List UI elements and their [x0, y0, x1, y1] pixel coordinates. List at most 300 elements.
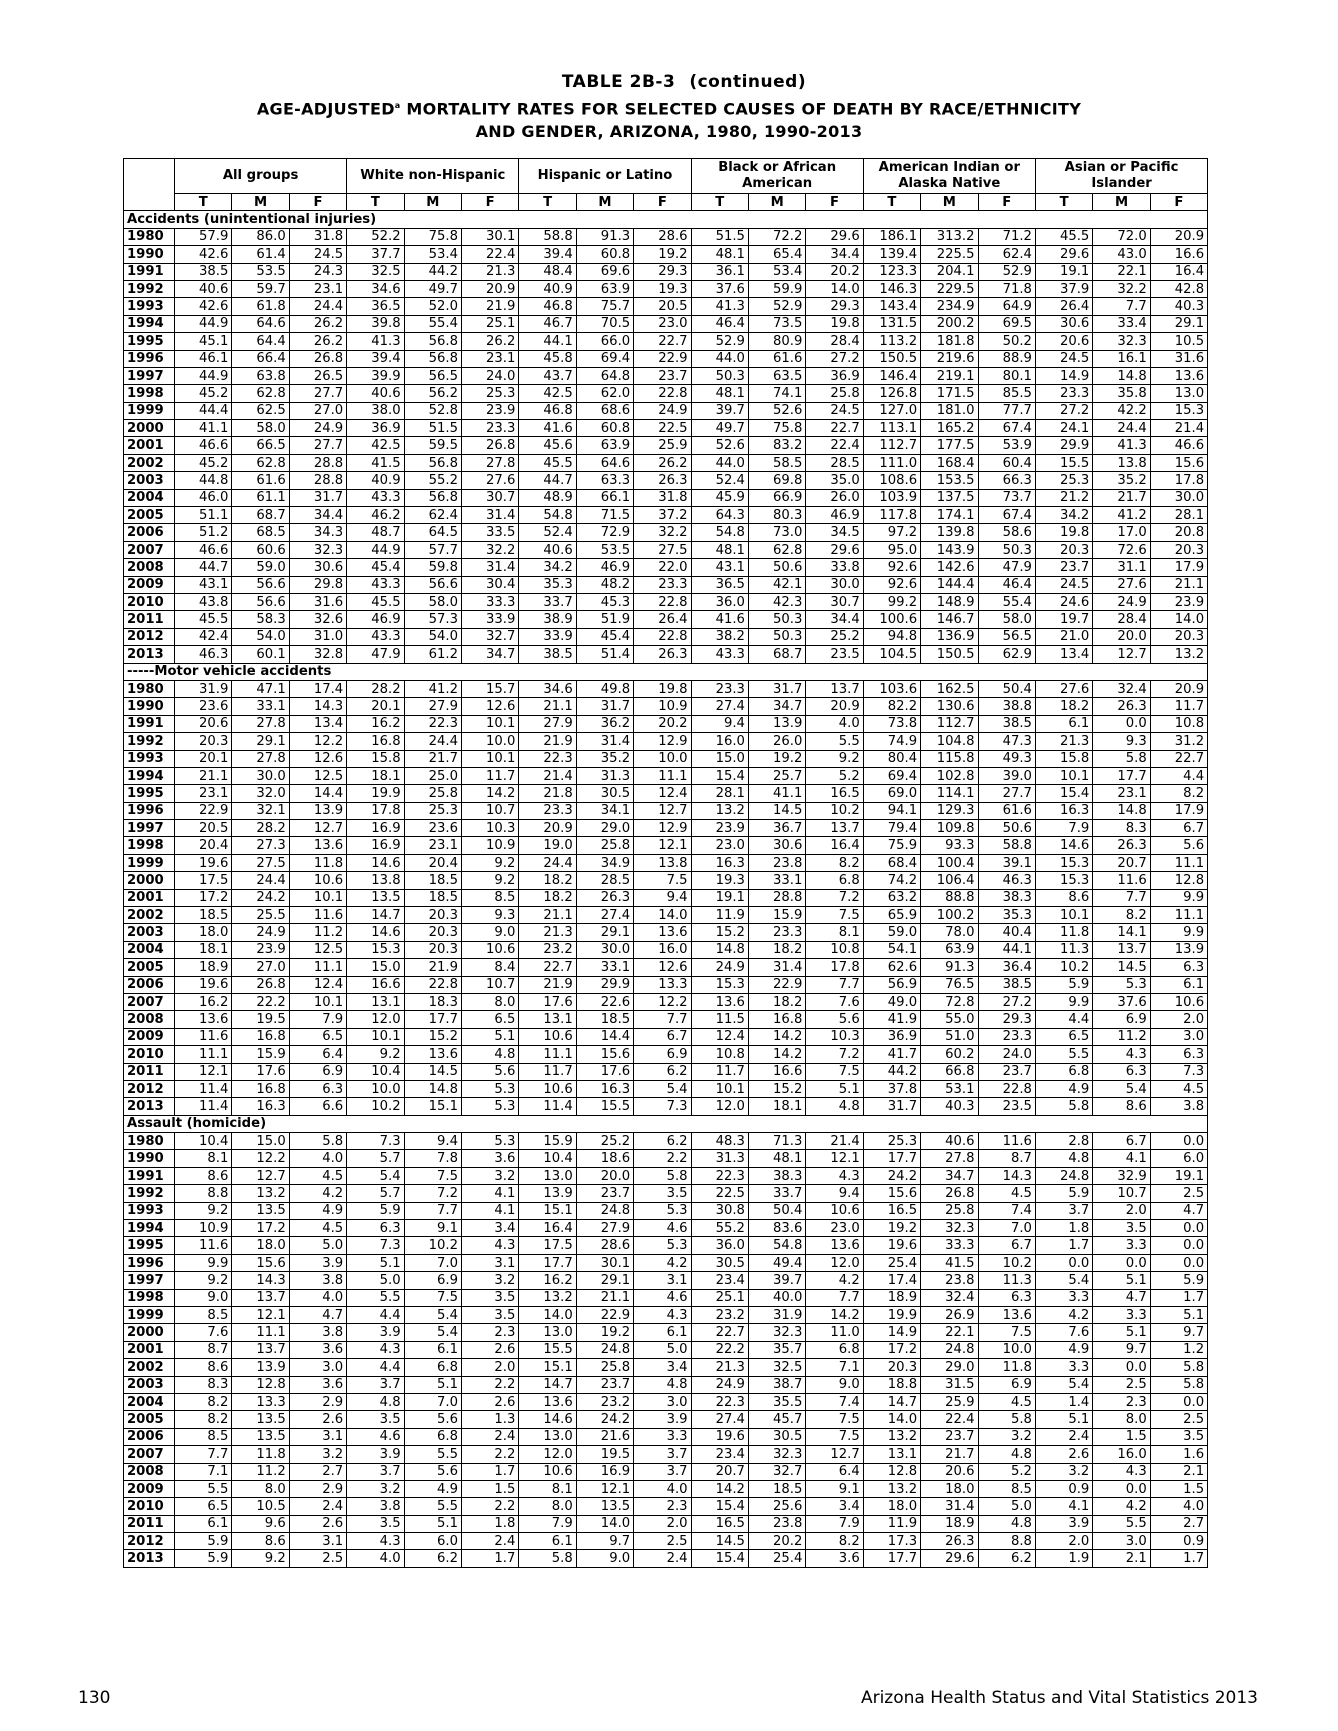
year-cell: 1993	[124, 750, 175, 767]
rate-cell: 59.5	[404, 437, 461, 454]
subheader-cell: M	[404, 194, 461, 211]
rate-cell: 55.0	[921, 1011, 978, 1028]
rate-cell: 54.8	[748, 1237, 805, 1254]
rate-cell: 29.0	[576, 820, 633, 837]
rate-cell: 27.4	[691, 1411, 748, 1428]
rate-cell: 4.4	[1150, 767, 1207, 784]
rate-cell: 26.3	[634, 646, 691, 663]
rate-cell: 4.5	[289, 1220, 346, 1237]
table-row	[124, 454, 1208, 471]
rate-cell: 5.1	[1093, 1272, 1150, 1289]
rate-cell: 33.1	[748, 872, 805, 889]
rate-cell: 32.7	[461, 628, 518, 645]
rate-cell: 5.9	[1035, 976, 1092, 993]
rate-cell: 38.0	[347, 402, 404, 419]
rate-cell: 45.6	[519, 437, 576, 454]
rate-cell: 17.7	[404, 1011, 461, 1028]
rate-cell: 49.7	[691, 420, 748, 437]
rate-cell: 7.5	[634, 872, 691, 889]
rate-cell: 150.5	[863, 350, 920, 367]
rate-cell: 15.6	[232, 1254, 289, 1271]
rate-cell: 8.2	[806, 1533, 863, 1550]
year-cell: 1991	[124, 1167, 175, 1184]
rate-cell: 27.0	[289, 402, 346, 419]
rate-cell: 16.6	[1150, 246, 1207, 263]
rate-cell: 5.4	[404, 1324, 461, 1341]
rate-cell: 14.2	[691, 1480, 748, 1497]
rate-cell: 36.0	[691, 1237, 748, 1254]
rate-cell: 43.0	[1093, 246, 1150, 263]
rate-cell: 204.1	[921, 263, 978, 280]
rate-cell: 31.5	[921, 1376, 978, 1393]
rate-cell: 8.8	[175, 1185, 232, 1202]
rate-cell: 13.1	[519, 1011, 576, 1028]
rate-cell: 26.8	[232, 976, 289, 993]
rate-cell: 72.6	[1093, 541, 1150, 558]
rate-cell: 14.9	[863, 1324, 920, 1341]
rate-cell: 14.0	[863, 1411, 920, 1428]
rate-cell: 42.3	[748, 593, 805, 610]
rate-cell: 10.2	[404, 1237, 461, 1254]
rate-cell: 30.5	[576, 785, 633, 802]
rate-cell: 52.8	[404, 402, 461, 419]
rate-cell: 14.6	[1035, 837, 1092, 854]
rate-cell: 3.2	[461, 1167, 518, 1184]
rate-cell: 64.9	[978, 298, 1035, 315]
year-cell: 1993	[124, 1202, 175, 1219]
rate-cell: 10.2	[806, 802, 863, 819]
rate-cell: 7.3	[347, 1133, 404, 1150]
rate-cell: 12.7	[1093, 646, 1150, 663]
rate-cell: 11.3	[1035, 941, 1092, 958]
rate-cell: 2.0	[1150, 1011, 1207, 1028]
rate-cell: 36.5	[691, 576, 748, 593]
rate-cell: 66.0	[576, 333, 633, 350]
rate-cell: 23.8	[921, 1272, 978, 1289]
rate-cell: 31.7	[289, 489, 346, 506]
rate-cell: 25.6	[748, 1498, 805, 1515]
rate-cell: 36.5	[347, 298, 404, 315]
rate-cell: 10.1	[691, 1080, 748, 1097]
rate-cell: 24.0	[461, 367, 518, 384]
rate-cell: 5.0	[347, 1272, 404, 1289]
rate-cell: 5.5	[404, 1446, 461, 1463]
rate-cell: 26.8	[461, 437, 518, 454]
rate-cell: 229.5	[921, 280, 978, 297]
rate-cell: 181.8	[921, 333, 978, 350]
rate-cell: 9.1	[806, 1480, 863, 1497]
year-cell: 1991	[124, 715, 175, 732]
rate-cell: 68.5	[232, 524, 289, 541]
rate-cell: 32.7	[748, 1463, 805, 1480]
rate-cell: 12.7	[232, 1167, 289, 1184]
table-row	[124, 1080, 1208, 1097]
rate-cell: 44.1	[978, 941, 1035, 958]
rate-cell: 15.4	[691, 1550, 748, 1567]
rate-cell: 5.3	[461, 1098, 518, 1115]
rate-cell: 17.8	[806, 959, 863, 976]
rate-cell: 41.2	[1093, 507, 1150, 524]
rate-cell: 4.0	[634, 1480, 691, 1497]
rate-cell: 11.1	[634, 767, 691, 784]
rate-cell: 27.9	[404, 698, 461, 715]
rate-cell: 5.1	[1093, 1324, 1150, 1341]
rate-cell: 6.3	[289, 1080, 346, 1097]
rate-cell: 31.7	[863, 1098, 920, 1115]
rate-cell: 23.9	[232, 941, 289, 958]
rate-cell: 3.2	[1035, 1463, 1092, 1480]
year-cell: 1998	[124, 837, 175, 854]
rate-cell: 19.6	[175, 854, 232, 871]
rate-cell: 48.1	[748, 1150, 805, 1167]
rate-cell: 0.9	[1150, 1533, 1207, 1550]
rate-cell: 9.3	[1093, 733, 1150, 750]
section-header-row	[124, 663, 1208, 680]
rate-cell: 30.4	[461, 576, 518, 593]
rate-cell: 17.5	[519, 1237, 576, 1254]
rate-cell: 69.4	[576, 350, 633, 367]
rate-cell: 5.7	[347, 1150, 404, 1167]
rate-cell: 7.7	[1093, 889, 1150, 906]
rate-cell: 9.2	[175, 1272, 232, 1289]
rate-cell: 38.3	[978, 889, 1035, 906]
rate-cell: 20.7	[1093, 854, 1150, 871]
rate-cell: 33.1	[232, 698, 289, 715]
rate-cell: 13.1	[347, 993, 404, 1010]
rate-cell: 4.8	[978, 1446, 1035, 1463]
rate-cell: 15.2	[691, 924, 748, 941]
rate-cell: 40.3	[921, 1098, 978, 1115]
table-row	[124, 1202, 1208, 1219]
rate-cell: 200.2	[921, 315, 978, 332]
rate-cell: 94.8	[863, 628, 920, 645]
rate-cell: 48.7	[347, 524, 404, 541]
rate-cell: 35.2	[1093, 472, 1150, 489]
table-row	[124, 1063, 1208, 1080]
rate-cell: 4.2	[289, 1185, 346, 1202]
rate-cell: 7.3	[1150, 1063, 1207, 1080]
rate-cell: 32.3	[289, 541, 346, 558]
table-row	[124, 489, 1208, 506]
rate-cell: 42.5	[519, 385, 576, 402]
table-row	[124, 541, 1208, 558]
rate-cell: 8.4	[461, 959, 518, 976]
rate-cell: 27.6	[1093, 576, 1150, 593]
year-cell: 2010	[124, 1046, 175, 1063]
rate-cell: 11.6	[175, 1237, 232, 1254]
rate-cell: 28.2	[232, 820, 289, 837]
rate-cell: 33.5	[461, 524, 518, 541]
rate-cell: 18.5	[748, 1480, 805, 1497]
rate-cell: 4.0	[289, 1150, 346, 1167]
rate-cell: 143.4	[863, 298, 920, 315]
rate-cell: 6.9	[978, 1376, 1035, 1393]
table-row	[124, 767, 1208, 784]
rate-cell: 20.7	[691, 1463, 748, 1480]
rate-cell: 44.9	[175, 315, 232, 332]
rate-cell: 40.9	[519, 280, 576, 297]
rate-cell: 54.8	[519, 507, 576, 524]
rate-cell: 33.4	[1093, 315, 1150, 332]
rate-cell: 48.9	[519, 489, 576, 506]
rate-cell: 4.3	[347, 1341, 404, 1358]
rate-cell: 43.3	[347, 628, 404, 645]
table-row	[124, 1046, 1208, 1063]
rate-cell: 19.7	[1035, 611, 1092, 628]
rate-cell: 4.9	[1035, 1341, 1092, 1358]
rate-cell: 13.6	[1150, 367, 1207, 384]
rate-cell: 5.8	[289, 1133, 346, 1150]
rate-cell: 18.2	[519, 889, 576, 906]
rate-cell: 13.6	[404, 1046, 461, 1063]
rate-cell: 7.5	[404, 1289, 461, 1306]
rate-cell: 85.5	[978, 385, 1035, 402]
rate-cell: 59.9	[748, 280, 805, 297]
rate-cell: 1.5	[1093, 1428, 1150, 1445]
year-cell: 2005	[124, 507, 175, 524]
rate-cell: 44.2	[404, 263, 461, 280]
rate-cell: 10.1	[1035, 907, 1092, 924]
rate-cell: 51.9	[576, 611, 633, 628]
rate-cell: 9.9	[1150, 924, 1207, 941]
rate-cell: 1.7	[461, 1550, 518, 1567]
rate-cell: 21.1	[576, 1289, 633, 1306]
rate-cell: 44.2	[863, 1063, 920, 1080]
table-title-line2	[0, 94, 1338, 120]
rate-cell: 3.0	[1093, 1533, 1150, 1550]
rate-cell: 45.5	[175, 611, 232, 628]
rate-cell: 4.5	[1150, 1080, 1207, 1097]
rate-cell: 38.9	[519, 611, 576, 628]
rate-cell: 6.2	[634, 1133, 691, 1150]
rate-cell: 24.8	[576, 1341, 633, 1358]
rate-cell: 4.2	[806, 1272, 863, 1289]
group-header: All groups	[175, 159, 347, 194]
rate-cell: 2.3	[461, 1324, 518, 1341]
rate-cell: 5.4	[404, 1307, 461, 1324]
year-cell: 1990	[124, 698, 175, 715]
table-row	[124, 576, 1208, 593]
rate-cell: 3.2	[289, 1446, 346, 1463]
rate-cell: 10.1	[1035, 767, 1092, 784]
table-row	[124, 733, 1208, 750]
rate-cell: 58.0	[978, 611, 1035, 628]
rate-cell: 18.6	[576, 1150, 633, 1167]
rate-cell: 35.2	[576, 750, 633, 767]
rate-cell: 12.1	[634, 837, 691, 854]
rate-cell: 2.6	[1035, 1446, 1092, 1463]
rate-cell: 75.9	[863, 837, 920, 854]
rate-cell: 35.3	[519, 576, 576, 593]
rate-cell: 23.3	[461, 420, 518, 437]
rate-cell: 73.5	[748, 315, 805, 332]
rate-cell: 32.2	[634, 524, 691, 541]
rate-cell: 56.8	[404, 333, 461, 350]
rate-cell: 56.5	[404, 367, 461, 384]
rate-cell: 6.4	[289, 1046, 346, 1063]
rate-cell: 49.0	[863, 993, 920, 1010]
rate-cell: 109.8	[921, 820, 978, 837]
rate-cell: 19.8	[806, 315, 863, 332]
rate-cell: 52.0	[404, 298, 461, 315]
rate-cell: 46.9	[576, 559, 633, 576]
rate-cell: 47.9	[347, 646, 404, 663]
rate-cell: 7.0	[978, 1220, 1035, 1237]
subheader-cell: F	[461, 194, 518, 211]
rate-cell: 2.7	[1150, 1515, 1207, 1532]
rate-cell: 22.1	[921, 1324, 978, 1341]
rate-cell: 17.6	[519, 993, 576, 1010]
rate-cell: 56.8	[404, 350, 461, 367]
rate-cell: 23.4	[691, 1446, 748, 1463]
rate-cell: 17.5	[175, 872, 232, 889]
rate-cell: 12.1	[175, 1063, 232, 1080]
rate-cell: 21.8	[519, 785, 576, 802]
rate-cell: 25.3	[1035, 472, 1092, 489]
rate-cell: 15.9	[232, 1046, 289, 1063]
rate-cell: 55.4	[978, 593, 1035, 610]
rate-cell: 75.7	[576, 298, 633, 315]
rate-cell: 63.2	[863, 889, 920, 906]
rate-cell: 4.3	[1093, 1046, 1150, 1063]
rate-cell: 43.3	[347, 576, 404, 593]
rate-cell: 5.2	[978, 1463, 1035, 1480]
rate-cell: 11.4	[175, 1098, 232, 1115]
table-row	[124, 1150, 1208, 1167]
rate-cell: 52.9	[691, 333, 748, 350]
table-row	[124, 1498, 1208, 1515]
table-row	[124, 420, 1208, 437]
year-cell: 2000	[124, 420, 175, 437]
rate-cell: 23.2	[519, 941, 576, 958]
rate-cell: 12.6	[289, 750, 346, 767]
year-cell: 1999	[124, 854, 175, 871]
rate-cell: 24.9	[289, 420, 346, 437]
rate-cell: 6.2	[404, 1550, 461, 1567]
table-row	[124, 524, 1208, 541]
rate-cell: 3.5	[1093, 1220, 1150, 1237]
rate-cell: 91.3	[576, 228, 633, 245]
rate-cell: 60.8	[576, 246, 633, 263]
rate-cell: 4.0	[347, 1550, 404, 1567]
rate-cell: 43.3	[691, 646, 748, 663]
rate-cell: 31.7	[576, 698, 633, 715]
table-row	[124, 1098, 1208, 1115]
rate-cell: 25.9	[634, 437, 691, 454]
rate-cell: 9.2	[347, 1046, 404, 1063]
rate-cell: 62.0	[576, 385, 633, 402]
rate-cell: 129.3	[921, 802, 978, 819]
table-row	[124, 315, 1208, 332]
rate-cell: 6.8	[806, 872, 863, 889]
rate-cell: 7.8	[404, 1150, 461, 1167]
rate-cell: 219.6	[921, 350, 978, 367]
rate-cell: 93.3	[921, 837, 978, 854]
rate-cell: 103.9	[863, 489, 920, 506]
rate-cell: 9.0	[461, 924, 518, 941]
rate-cell: 10.6	[1150, 993, 1207, 1010]
rate-cell: 25.8	[921, 1202, 978, 1219]
rate-cell: 61.8	[232, 298, 289, 315]
rate-cell: 69.5	[978, 315, 1035, 332]
rate-cell: 37.2	[634, 507, 691, 524]
rate-cell: 15.3	[347, 941, 404, 958]
rate-cell: 29.1	[1150, 315, 1207, 332]
rate-cell: 146.7	[921, 611, 978, 628]
rate-cell: 56.8	[404, 454, 461, 471]
rate-cell: 20.3	[1035, 541, 1092, 558]
rate-cell: 53.5	[232, 263, 289, 280]
rate-cell: 8.7	[175, 1341, 232, 1358]
rate-cell: 168.4	[921, 454, 978, 471]
rate-cell: 31.9	[748, 1307, 805, 1324]
rate-cell: 143.9	[921, 541, 978, 558]
rate-cell: 47.9	[978, 559, 1035, 576]
title-description: MORTALITY RATES FOR SELECTED CAUSES OF DEATH BY RACE/ETHNICITY	[400, 99, 1082, 119]
rate-cell: 23.7	[1035, 559, 1092, 576]
year-cell: 1992	[124, 1185, 175, 1202]
rate-cell: 12.8	[863, 1463, 920, 1480]
year-cell: 2009	[124, 576, 175, 593]
rate-cell: 24.4	[289, 298, 346, 315]
rate-cell: 22.8	[634, 628, 691, 645]
rate-cell: 29.8	[289, 576, 346, 593]
rate-cell: 14.5	[748, 802, 805, 819]
rate-cell: 13.0	[519, 1428, 576, 1445]
rate-cell: 20.6	[921, 1463, 978, 1480]
rate-cell: 31.6	[1150, 350, 1207, 367]
rate-cell: 55.2	[691, 1220, 748, 1237]
section-title: Accidents (unintentional injuries)	[124, 211, 1208, 228]
rate-cell: 80.4	[863, 750, 920, 767]
rate-cell: 12.7	[806, 1446, 863, 1463]
rate-cell: 5.6	[1150, 837, 1207, 854]
rate-cell: 0.0	[1150, 1220, 1207, 1237]
subheader-cell: T	[863, 194, 920, 211]
rate-cell: 23.5	[806, 646, 863, 663]
year-cell: 1991	[124, 263, 175, 280]
rate-cell: 11.8	[978, 1359, 1035, 1376]
rate-cell: 5.2	[806, 767, 863, 784]
rate-cell: 68.4	[863, 854, 920, 871]
rate-cell: 8.3	[175, 1376, 232, 1393]
rate-cell: 9.0	[576, 1550, 633, 1567]
table-row	[124, 1185, 1208, 1202]
rate-cell: 17.9	[1150, 559, 1207, 576]
rate-cell: 8.6	[175, 1359, 232, 1376]
rate-cell: 99.2	[863, 593, 920, 610]
table-row	[124, 1533, 1208, 1550]
rate-cell: 10.7	[461, 802, 518, 819]
rate-cell: 48.1	[691, 246, 748, 263]
rate-cell: 19.9	[863, 1307, 920, 1324]
year-cell: 2002	[124, 454, 175, 471]
rate-cell: 32.3	[748, 1324, 805, 1341]
rate-cell: 20.3	[1150, 541, 1207, 558]
rate-cell: 4.8	[978, 1515, 1035, 1532]
rate-cell: 10.6	[289, 872, 346, 889]
section-header-row	[124, 211, 1208, 228]
rate-cell: 20.9	[1150, 228, 1207, 245]
rate-cell: 8.0	[1093, 1411, 1150, 1428]
rate-cell: 6.9	[404, 1272, 461, 1289]
rate-cell: 45.5	[1035, 228, 1092, 245]
rate-cell: 36.2	[576, 715, 633, 732]
rate-cell: 24.3	[289, 263, 346, 280]
rate-cell: 9.4	[691, 715, 748, 732]
rate-cell: 21.3	[1035, 733, 1092, 750]
rate-cell: 68.7	[748, 646, 805, 663]
